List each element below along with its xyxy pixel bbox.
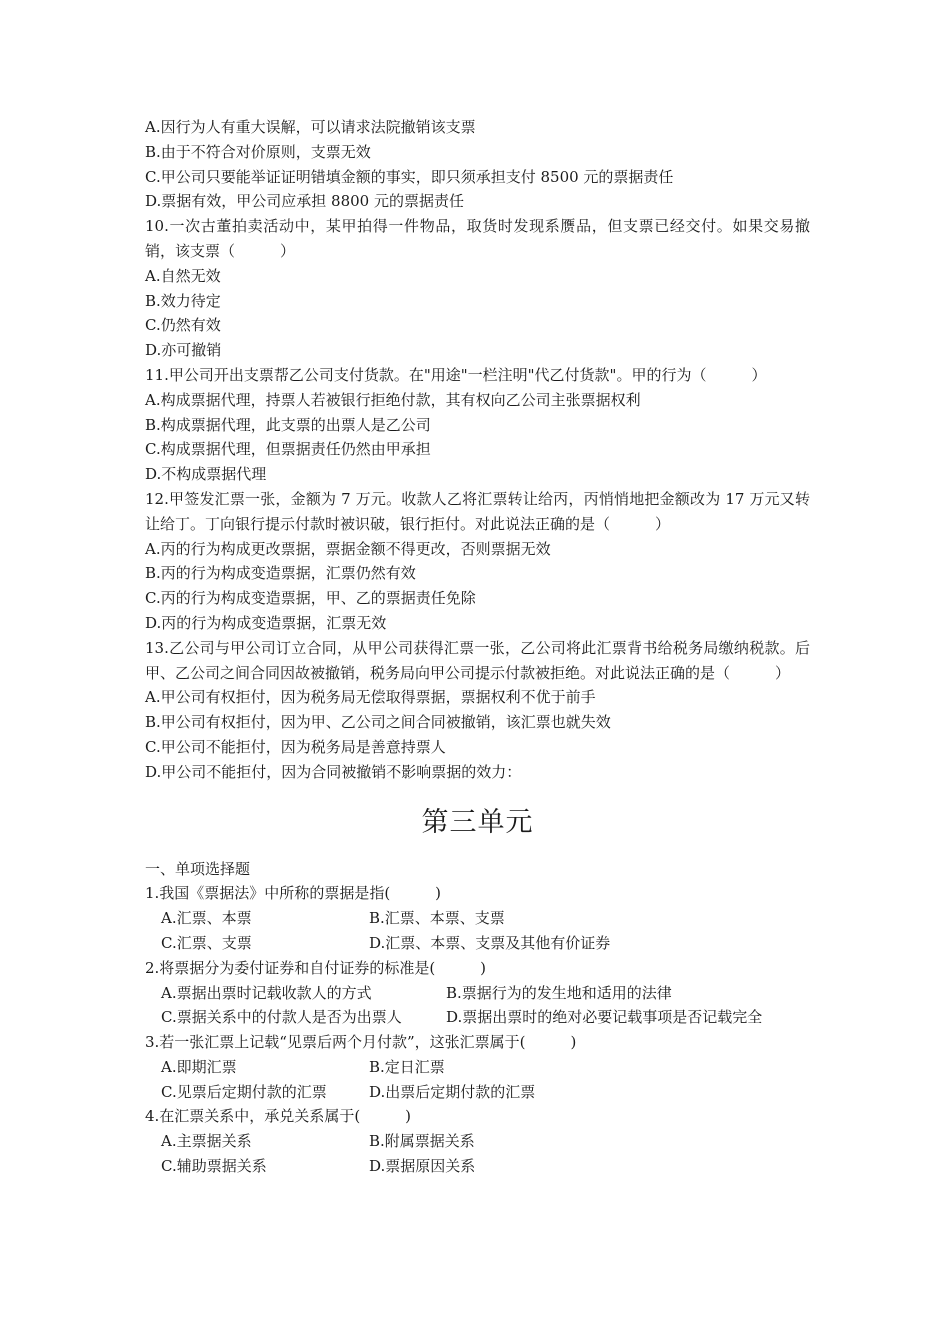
q9-option-d: D.票据有效，甲公司应承担 8800 元的票据责任 bbox=[145, 192, 464, 211]
q11-option-a: A.构成票据代理，持票人若被银行拒绝付款，其有权向乙公司主张票据权利 bbox=[145, 390, 641, 409]
uq2-option-d: D.票据出票时的绝对必要记载事项是否记载完全 bbox=[446, 1008, 763, 1027]
uq4-options-row-2 bbox=[145, 1154, 810, 1179]
uq4-options-row-1 bbox=[145, 1129, 810, 1154]
q12-option-c: C.丙的行为构成变造票据，甲、乙的票据责任免除 bbox=[145, 589, 476, 608]
q9-option-c: C.甲公司只要能举证证明错填金额的事实，即只须承担支付 8500 元的票据责任 bbox=[145, 167, 674, 186]
question-13 bbox=[145, 636, 810, 785]
uq1-option-d: D.汇票、本票、支票及其他有价证券 bbox=[369, 933, 611, 952]
q9-option-b: B.由于不符合对价原则，支票无效 bbox=[145, 142, 371, 161]
uq4-option-c: C.辅助票据关系 bbox=[161, 1157, 267, 1176]
uq3-option-b: B.定日汇票 bbox=[369, 1057, 445, 1076]
q11-option-c: C.构成票据代理，但票据责任仍然由甲承担 bbox=[145, 440, 431, 459]
uq2-option-a: A.票据出票时记载收款人的方式 bbox=[161, 983, 372, 1002]
q10-stem: 10.一次古董拍卖活动中，某甲拍得一件物品，取货时发现系赝品，但支票已经交付。如果交易撤销，该支票（ ） bbox=[145, 217, 810, 260]
unit-question-1 bbox=[145, 881, 810, 955]
uq4-option-a: A.主票据关系 bbox=[161, 1132, 252, 1151]
section-heading: 一、单项选择题 bbox=[145, 859, 251, 878]
uq3-option-c: C.见票后定期付款的汇票 bbox=[161, 1082, 327, 1101]
uq2-stem: 2.将票据分为委付证券和自付证券的标准是( ) bbox=[145, 958, 487, 977]
question-10 bbox=[145, 214, 810, 363]
q11-stem: 11.甲公司开出支票帮乙公司支付货款。在"用途"一栏注明"代乙付货款"。甲的行为（ ） bbox=[145, 365, 767, 384]
q12-option-d: D.丙的行为构成变造票据，汇票无效 bbox=[145, 613, 387, 632]
q9-option-a: A.因行为人有重大误解，可以请求法院撤销该支票 bbox=[145, 118, 476, 136]
q13-option-c: C.甲公司不能拒付，因为税务局是善意持票人 bbox=[145, 737, 446, 756]
q11-option-b: B.构成票据代理，此支票的出票人是乙公司 bbox=[145, 415, 431, 434]
q12-stem: 12.甲签发汇票一张，金额为 7 万元。收款人乙将汇票转让给丙，丙悄悄地把金额改为 17 万元又转让给丁。丁向银行提示付款时被识破，银行拒付。对此说法正确的是（ ） bbox=[145, 489, 810, 533]
uq3-stem: 3.若一张汇票上记载“见票后两个月付款”，这张汇票属于( ) bbox=[145, 1033, 577, 1052]
uq3-options-row-2 bbox=[145, 1080, 810, 1105]
q13-option-a: A.甲公司有权拒付，因为税务局无偿取得票据，票据权利不优于前手 bbox=[145, 688, 596, 707]
q10-option-a: A.自然无效 bbox=[145, 266, 221, 285]
unit-question-2 bbox=[145, 956, 810, 1030]
q10-option-d: D.亦可撤销 bbox=[145, 341, 222, 360]
q13-option-d: D.甲公司不能拒付，因为合同被撤销不影响票据的效力： bbox=[145, 762, 522, 781]
uq1-option-c: C.汇票、支票 bbox=[161, 933, 252, 952]
uq3-options-row-1 bbox=[145, 1055, 810, 1080]
q10-option-c: C.仍然有效 bbox=[145, 316, 221, 335]
uq1-options-row-2 bbox=[145, 931, 810, 956]
uq3-option-a: A.即期汇票 bbox=[161, 1057, 237, 1076]
document-page bbox=[145, 115, 810, 1179]
q12-option-b: B.丙的行为构成变造票据，汇票仍然有效 bbox=[145, 564, 416, 583]
unit-question-4 bbox=[145, 1104, 810, 1178]
unit-question-3 bbox=[145, 1030, 810, 1104]
uq1-option-b: B.汇票、本票、支票 bbox=[369, 909, 505, 928]
uq2-option-c: C.票据关系中的付款人是否为出票人 bbox=[161, 1008, 402, 1027]
uq4-stem: 4.在汇票关系中，承兑关系属于( ) bbox=[145, 1107, 412, 1126]
uq2-options-row-1 bbox=[145, 981, 810, 1006]
uq4-option-d: D.票据原因关系 bbox=[369, 1157, 476, 1176]
q13-stem: 13.乙公司与甲公司订立合同，从甲公司获得汇票一张，乙公司将此汇票背书给税务局缴纳税款。后甲、乙公司之间合同因故被撤销，税务局向甲公司提示付款被拒绝。对此说法正确的是（ ） bbox=[145, 638, 810, 682]
q12-option-a: A.丙的行为构成更改票据，票据金额不得更改，否则票据无效 bbox=[145, 539, 551, 558]
uq1-options-row-1 bbox=[145, 906, 810, 931]
uq1-option-a: A.汇票、本票 bbox=[161, 909, 252, 928]
q13-option-b: B.甲公司有权拒付，因为甲、乙公司之间合同被撤销，该汇票也就失效 bbox=[145, 713, 611, 732]
uq3-option-d: D.出票后定期付款的汇票 bbox=[369, 1082, 536, 1101]
q11-option-d: D.不构成票据代理 bbox=[145, 465, 267, 484]
q9-options bbox=[145, 115, 810, 214]
question-11 bbox=[145, 363, 810, 487]
uq1-stem: 1.我国《票据法》中所称的票据是指( ) bbox=[145, 884, 442, 903]
uq2-option-b: B.票据行为的发生地和适用的法律 bbox=[446, 983, 672, 1002]
uq4-option-b: B.附属票据关系 bbox=[369, 1132, 475, 1151]
question-12 bbox=[145, 487, 810, 636]
q10-option-b: B.效力待定 bbox=[145, 291, 221, 310]
uq2-options-row-2 bbox=[145, 1005, 810, 1030]
unit-title: 第三单元 bbox=[421, 806, 534, 838]
